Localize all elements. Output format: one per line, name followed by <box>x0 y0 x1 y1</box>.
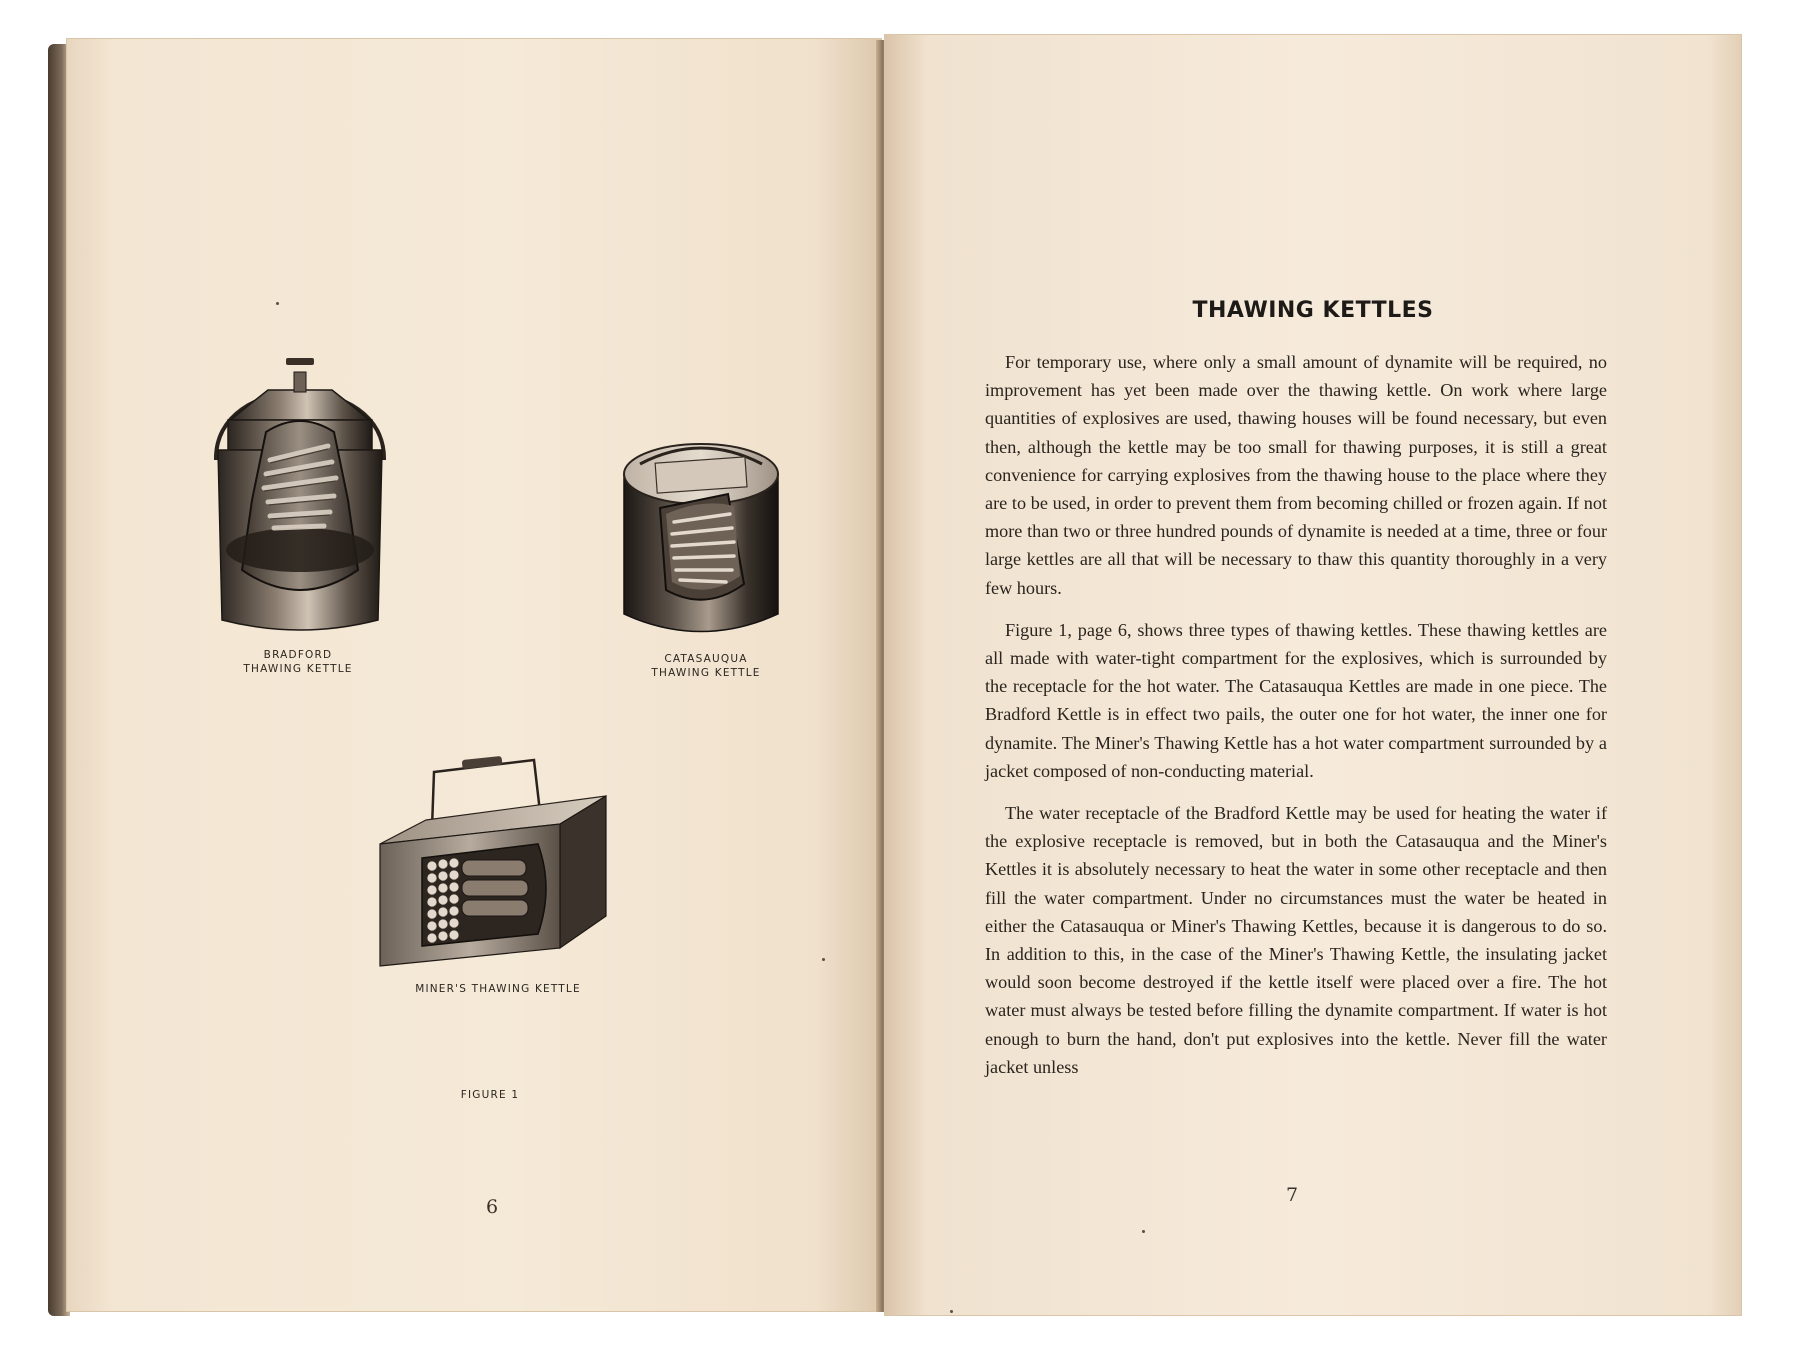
paragraph-3: The water receptacle of the Bradford Kettle may be used for heating the water if the explosive receptacle is removed, but in both the Catasauqua and the Miner's Kettles it is absolutely necessary to heat the water in some other receptacle and then fill the water compartment. Under no circumstances must the water be heated in either the Catasauqua or Miner's Thawing Kettles, because it is dangerous to do so. In addition to this, in the case of the Miner's Thawing Kettle, the insulating jacket would soon become destroyed if the kettle itself were placed over a fire. The hot water must always be tested before filling the dynamite compartment. If water is hot enough to burn the hand, don't put explosives into the kettle. Never fill the water jacket unless <box>985 803 1607 1077</box>
catasauqua-caption <box>621 652 791 680</box>
figure-label: FIGURE 1 <box>460 1089 520 1101</box>
bradford-caption-line2: THAWING KETTLE <box>243 663 353 675</box>
miners-caption <box>380 982 616 996</box>
left-page-number: 6 <box>486 1196 499 1218</box>
miners-kettle-illustration <box>378 748 610 978</box>
speck-3 <box>1142 1230 1145 1233</box>
catasauqua-caption-line2: THAWING KETTLE <box>651 667 761 679</box>
bradford-caption <box>218 648 378 676</box>
speck-1 <box>276 302 279 305</box>
speck-2 <box>822 958 825 961</box>
paragraph-1: For temporary use, where only a small amount of dynamite will be required, no improvement has yet been made over the thawing kettle. On work where large quantities of explosives are used, thawing houses will be found necessary, but even then, although the kettle may be too small for thawing purposes, it is still a great convenience for carrying explosives from the thawing house to the place where they are to be used, in order to prevent them from becoming chilled or frozen again. If not more than two or three hundred pounds of dynamite is needed at a time, three or four large kettles are all that will be necessary to thaw this quantity thoroughly in a very few hours. <box>985 352 1607 598</box>
page-title: THAWING KETTLES <box>1192 298 1434 323</box>
catasauqua-kettle-illustration <box>616 434 786 644</box>
miners-caption-line1: MINER'S THAWING KETTLE <box>415 983 581 995</box>
right-page-number: 7 <box>1286 1184 1299 1206</box>
paragraph-2: Figure 1, page 6, shows three types of thawing kettles. These thawing kettles are all made with water-tight compartment for the explosives, which is surrounded by the receptacle for the hot water. The Catasauqua Kettles are made in one piece. The Bradford Kettle is in effect two pails, the outer one for hot water, the inner one for dynamite. The Miner's Thawing Kettle has a hot water compartment surrounded by a jacket composed of non-conducting material. <box>985 619 1607 781</box>
body-text <box>985 348 1607 1095</box>
speck-4 <box>950 1310 953 1313</box>
bradford-caption-line1: BRADFORD <box>263 649 333 661</box>
bradford-kettle-illustration <box>208 350 392 638</box>
catasauqua-caption-line1: CATASAUQUA <box>664 653 748 665</box>
